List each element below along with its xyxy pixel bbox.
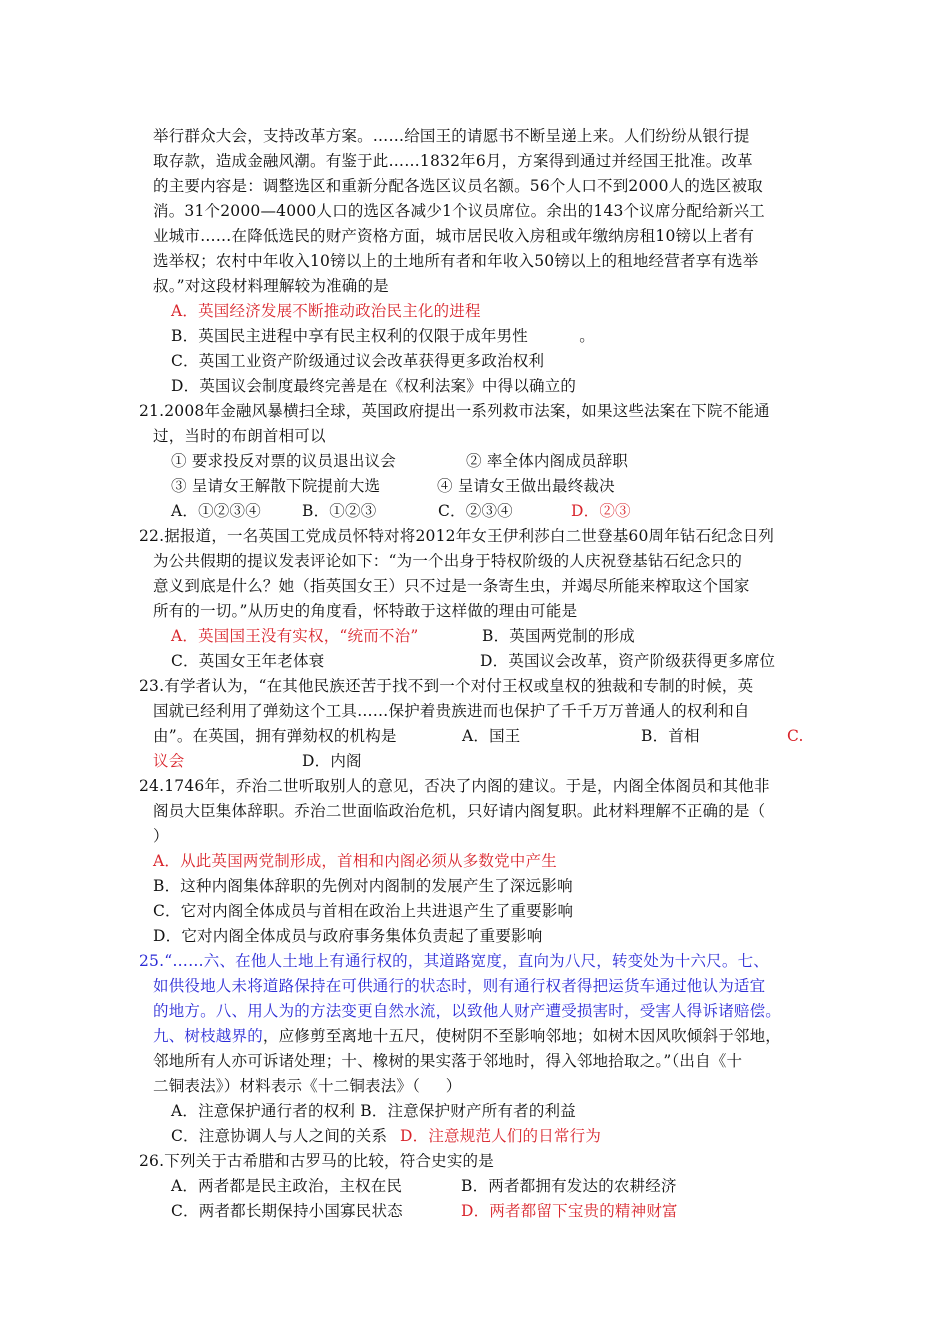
q23-stem: 由”。在英国，拥有弹劾权的机构是 [153, 727, 397, 745]
q24-option-b: B．这种内阁集体辞职的先例对内阁制的发展产生了深远影响 [153, 877, 573, 895]
q25-options-ab: A．注意保护通行者的权利 B．注意保护财产所有者的利益 [171, 1102, 576, 1120]
q23-option-c-label: C. [787, 727, 804, 745]
q22-option-d: D．英国议会改革，资产阶级获得更多席位 [480, 652, 776, 670]
q22-stem: 22.据报道，一名英国工党成员怀特对将2012年女王伊利莎白二世登基60周年钻石纪念日列 [139, 527, 775, 545]
q23-stem: 国就已经利用了弹劾这个工具……保护着贵族进而也保护了千千万万普通人的权利和自 [153, 702, 750, 720]
q22-option-b: B．英国两党制的形成 [482, 627, 635, 645]
q25-stem: 邻地所有人亦可诉诸处理；十、橡树的果实落于邻地时，得入邻地拾取之。”（出自《十 [153, 1052, 743, 1070]
q20-option-d: D．英国议会制度最终完善是在《权利法案》中得以确立的 [171, 377, 577, 395]
q25-stem: 二铜表法》）材料表示《十二铜表法》（ ） [153, 1077, 462, 1095]
q21-item-1: ① 要求投反对票的议员退出议会 [171, 452, 396, 470]
q21-option-d: D．②③ [571, 502, 631, 520]
q22-stem: 为公共假期的提议发表评论如下：“为一个出身于特权阶级的人庆祝登基钻石纪念只的 [153, 552, 743, 570]
q22-stem: 意义到底是什么？她（指英国女王）只不过是一条寄生虫，并竭尽所能来榨取这个国家 [153, 577, 750, 595]
q22-option-c: C．英国女王年老体衰 [171, 652, 325, 670]
q24-option-c: C．它对内阁全体成员与首相在政治上共进退产生了重要影响 [153, 902, 574, 920]
q25-stem-blue: 25.“……六、在他人土地上有通行权的，其道路宽度，直向为八尺，转变处为十六尺。七、 [139, 952, 769, 970]
q26-option-d: D．两者都留下宝贵的精神财富 [461, 1202, 678, 1220]
q20-text-line: 举行群众大会，支持改革方案。……给国王的请愿书不断呈递上来。人们纷纷从银行提 [153, 127, 750, 145]
q22-option-a: A．英国国王没有实权，“统而不治” [171, 627, 419, 645]
q23-option-d: D．内阁 [302, 752, 362, 770]
q24-stem: ） [153, 827, 169, 845]
q21-stem: 21.2008年金融风暴横扫全球，英国政府提出一系列救市法案，如果这些法案在下院不能通 [139, 402, 770, 420]
q23-option-b: B．首相 [641, 727, 700, 745]
q21-option-b: B．①②③ [302, 502, 377, 520]
q21-item-2: ② 率全体内阁成员辞职 [466, 452, 629, 470]
q25-stem-blue: 的地方。八、用人为的方法变更自然水流，以致他人财产遭受损害时，受害人得诉诸赔偿。 [153, 1002, 782, 1020]
q22-stem: 所有的一切。”从历史的角度看，怀特敢于这样做的理由可能是 [153, 602, 578, 620]
q20-option-a: A．英国经济发展不断推动政治民主化的进程 [171, 302, 481, 320]
q25-option-d: D．注意规范人们的日常行为 [400, 1127, 602, 1145]
q20-text-line: 的主要内容是：调整选区和重新分配各选区议员名额。56个人口不到2000人的选区被取 [153, 177, 763, 195]
q24-stem: 24.1746年，乔治二世听取别人的意见，否决了内阁的建议。于是，内阁全体阁员和其他非 [139, 777, 770, 795]
q26-stem: 26.下列关于古希腊和古罗马的比较，符合史实的是 [139, 1152, 494, 1170]
q20-text-line: 叔。”对这段材料理解较为准确的是 [153, 277, 389, 295]
q26-option-c: C．两者都长期保持小国寡民状态 [171, 1202, 403, 1220]
q25-option-c: C．注意协调人与人之间的关系 [171, 1127, 388, 1145]
q20-option-c: C．英国工业资产阶级通过议会改革获得更多政治权利 [171, 352, 545, 370]
q24-option-d: D．它对内阁全体成员与政府事务集体负责起了重要影响 [153, 927, 543, 945]
q20-text-line: 业城市……在降低选民的财产资格方面，城市居民收入房租或年缴纳房租10镑以上者有 [153, 227, 755, 245]
q23-stem: 23.有学者认为，“在其他民族还苦于找不到一个对付王权或皇权的独裁和专制的时候，英 [139, 677, 754, 695]
q21-item-4: ④ 呈请女王做出最终裁决 [437, 477, 615, 495]
q25-stem-line4-black: ，应修剪至离地十五尺，使树阴不至影响邻地；如树木因风吹倾斜于邻地， [262, 1027, 782, 1045]
q21-stem: 过，当时的布朗首相可以 [153, 427, 326, 445]
q23-option-a: A．国王 [462, 727, 521, 745]
q25-stem-blue: 如供役地人未将道路保持在可供通行的状态时，则有通行权者得把运货车通过他认为适宜 [153, 977, 766, 995]
q21-option-c: C．②③④ [438, 502, 513, 520]
q20-text-line: 选举权；农村中年收入10镑以上的土地所有者和年收入50镑以上的租地经营者享有选举 [153, 252, 759, 270]
q24-stem: 阁员大臣集体辞职。乔治二世面临政治危机，只好请内阁复职。此材料理解不正确的是（ [153, 802, 766, 820]
q21-option-a: A．①②③④ [171, 502, 261, 520]
q20-option-b: B．英国民主进程中享有民主权利的仅限于成年男性 。 [171, 327, 595, 345]
q25-stem-line4-blue: 九、树枝越界的 [153, 1027, 263, 1045]
q21-item-3: ③ 呈请女王解散下院提前大选 [171, 477, 381, 495]
q20-text-line: 取存款，造成金融风潮。有鉴于此……1832年6月，方案得到通过并经国王批准。改革 [153, 152, 753, 170]
q23-option-c-text: 议会 [153, 752, 185, 770]
q26-option-a: A．两者都是民主政治，主权在民 [171, 1177, 403, 1195]
q24-option-a: A．从此英国两党制形成，首相和内阁必须从多数党中产生 [153, 852, 557, 870]
q25-stem-line4 [153, 1025, 781, 1047]
q20-text-line: 消。31个2000—4000人口的选区各减少1个议员席位。余出的143个议席分配给新兴工 [153, 202, 765, 220]
q26-option-b: B．两者都拥有发达的农耕经济 [461, 1177, 677, 1195]
